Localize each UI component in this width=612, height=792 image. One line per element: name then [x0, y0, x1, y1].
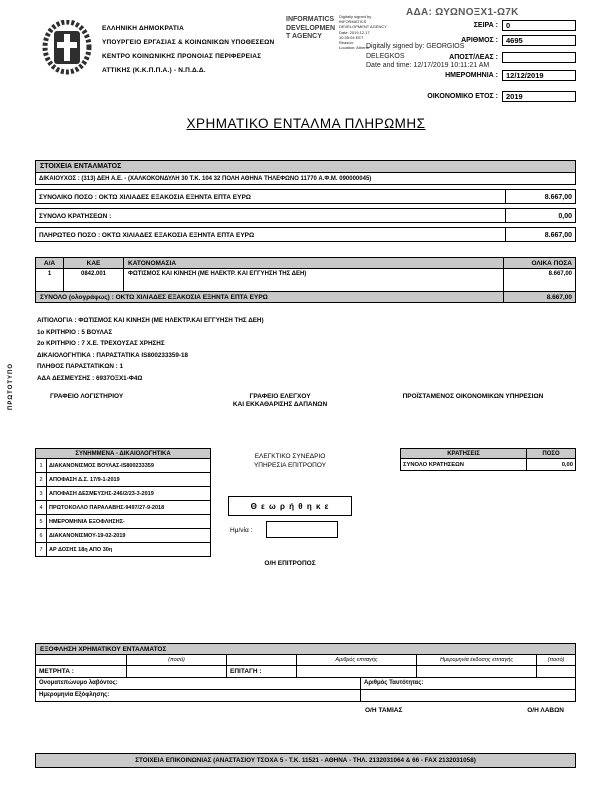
payment-date-label: Ημερομηνία Εξόφλησης:: [36, 690, 361, 701]
sig2-line3: Date and time: 12/17/2019 10:11:21 AM: [366, 62, 490, 69]
cheque-amount-caption: (ποσό): [536, 655, 575, 665]
warrant-details: [37, 315, 264, 384]
attachments-header: ΣΥΝΗΜΜΕΝΑ - ΔΙΚΑΙΟΛΟΓΗΤΙΚΑ: [35, 448, 211, 459]
fiscal-year-value-box: 2019: [502, 91, 576, 102]
justification-line: ΑΙΤΙΟΛΟΓΙΑ : ΦΩΤΙΣΜΟΣ ΚΑΙ ΚΙΝΗΣΗ (ΜΕ ΗΛΕΚΤΡ.ΚΑΙ ΕΓΓΥΗΣΗ ΤΗΣ ΔΕΗ): [37, 317, 264, 324]
payable-amount-label: ΠΛΗΡΩΤΕΟ ΠΟΣΟ : ΟΚΤΩ ΧΙΛΙΑΔΕΣ ΕΞΑΚΟΣΙΑ ΕΞΗΝΤΑ ΕΠΤΑ ΕΥΡΩ: [39, 232, 255, 239]
cheque-amount-cell: [536, 666, 575, 677]
supporting-docs-line: ΔΙΚΑΙΟΛΟΓΗΤΙΚΑ : ΠΑΡΑΣΤΑΤΙΚΑ ΙS800233359-18: [37, 351, 188, 359]
sig1-detail-line: 10:35:04 EET: [339, 34, 364, 40]
attachment-text: ΠΡΩΤΟΚΟΛΛΟ ΠΑΡΑΛΑΒΗΣ-9497/27-9-2018: [49, 505, 165, 511]
attachment-number: 7: [36, 543, 47, 556]
number-value-box: 4695: [502, 35, 576, 46]
ada-number: ΑΔΑ: ΩΥΩΝΟΞΧ1-Ω7Κ: [406, 7, 519, 18]
commitment-ada-line: ΑΔΑ ΔΕΣΜΕΥΣΗΣ : 6937ΟΞΧ1-Φ4Ω: [37, 374, 143, 382]
cheque-number-cell: [296, 666, 416, 677]
contact-info-bar: ΣΤΟΙΧΕΙΑ ΕΠΙΚΟΙΝΩΝΙΑΣ (ΑΝΑΣΤΑΣΙΟΥ ΤΣΟΧΑ 5 - Τ.Κ. 11521 - ΑΘΗΝΑ - ΤΗΛ. 2132031064 & 66 - FAX 2132031058): [35, 753, 576, 768]
cheque-date-cell: [416, 666, 536, 677]
audit-office-line2: ΚΑΙ ΕΚΚΑΘΑΡΙΣΗΣ ΔΑΠΑΝΩΝ: [232, 401, 328, 408]
commissioner-date-box: [266, 521, 338, 538]
attachment-number: 1: [36, 459, 47, 472]
sender-label: ΑΠΟΣΤ/ΛΕΑΣ :: [449, 54, 498, 61]
signatures-row: [35, 702, 576, 718]
ministry-name: ΥΠΟΥΡΓΕΙΟ ΕΡΓΑΣΙΑΣ & ΚΟΙΝΩΝΙΚΩΝ ΥΠΟΘΕΣΕΩΝ: [102, 39, 275, 46]
audit-office-line1: ΓΡΑΦΕΙΟ ΕΛΕΓΧΟΥ: [249, 393, 311, 400]
audit-office-label: [200, 393, 360, 409]
audit-court-title: [205, 452, 375, 470]
kae-row-name: ΦΩΤΙΣΜΟΣ ΚΑΙ ΚΙΝΗΣΗ (ΜΕ ΗΛΕΚΤΡ. ΚΑΙ ΕΓΓΥΗΣΗ ΤΗΣ ΔΕΗ): [128, 271, 307, 277]
settlement-header: ΕΞΟΦΛΗΣΗ ΧΡΗΜΑΤΙΚΟΥ ΕΝΤΑΛΜΑΤΟΣ: [35, 643, 576, 655]
sig2-line2: DELEGKOS: [366, 52, 405, 60]
accounting-office-label: ΓΡΑΦΕΙΟ ΛΟΓΙΣΤΗΡΙΟΥ: [50, 393, 124, 400]
series-label: ΣΕΙΡΑ :: [473, 22, 498, 29]
warrant-data-section: [35, 160, 576, 242]
total-deductions-row: [35, 208, 576, 223]
total-deductions-label: ΣΥΝΟΛΟ ΚΡΑΤΗΣΕΩΝ :: [39, 213, 112, 220]
signature-spacer: [35, 707, 365, 718]
attachment-text: ΑΠΟΦΑΣΗ Δ.Σ. 17/9-1-2019: [49, 477, 120, 483]
deductions-header: [400, 448, 576, 459]
state-name: ΕΛΛΗΝΙΚΗ ΔΗΜΟΚΡΑΤΙΑ: [102, 25, 184, 32]
kae-table-header: [35, 257, 576, 269]
cash-amount-cell: [126, 666, 226, 677]
cash-label: ΜΕΤΡΗΤΑ :: [39, 668, 74, 675]
caption-spacer: [226, 655, 296, 665]
attachment-text: ΑΡ ΔΟΣΗΣ 18η ΑΠΟ 30η: [49, 547, 113, 553]
cashier-signature-label: Ο/Η ΤΑΜΙΑΣ: [365, 707, 403, 714]
date-value-box: 12/12/2019: [502, 70, 576, 81]
attachment-row: [35, 486, 211, 501]
kae-row-aa: 1: [36, 269, 64, 291]
original-copy-stamp: ΠΡΩΤΟΤΥΠΟ: [8, 362, 14, 410]
attachment-row: [35, 514, 211, 529]
sig1-detail-line: Reason:: [339, 40, 354, 46]
sig1-detail-line: Digitally signed by: [339, 14, 372, 19]
attachment-number: 6: [36, 529, 47, 542]
settlement-section: [35, 643, 576, 718]
sig1-detail-line: INFORMATICS: [339, 19, 367, 25]
attachment-row: [35, 458, 211, 473]
cash-amount-caption: (ποσό): [126, 655, 226, 665]
payable-amount-value: 8.667,00: [505, 228, 575, 241]
warrant-section-header: ΣΤΟΙΧΕΙΑ ΕΝΤΑΛΜΑΤΟΣ: [35, 160, 576, 173]
attachment-number: 2: [36, 473, 47, 486]
number-label: ΑΡΙΘΜΟΣ :: [461, 37, 498, 44]
deductions-total-row: [400, 458, 576, 471]
criterion-2-line: 2ο ΚΡΙΤΗΡΙΟ : 7 Χ.Ε. ΤΡΕΧΟΥΣΑΣ ΧΡΗΣΗΣ: [37, 340, 165, 347]
sig1-detail-line: Location: Athens: [339, 45, 369, 51]
payment-date-empty-cell: [361, 690, 575, 701]
kae-header-kae: ΚΑΕ: [64, 258, 124, 268]
sig1-name-line3: T AGENCY: [286, 33, 322, 40]
recipient-signature-label: Ο/Η ΛΑΒΩΝ: [527, 707, 564, 714]
settlement-labels-row: [35, 665, 576, 678]
organization-type: ΑΤΤΙΚΗΣ (Κ.Κ.Π.Π.Α.) - Ν.Π.Δ.Δ.: [102, 67, 206, 74]
sig1-detail-line: Date: 2019.12.17: [339, 29, 370, 35]
attachment-text: ΔΙΑΚΑΝΟΝΙΣΜΟΥ-19-02-2019: [49, 533, 126, 539]
attachment-text: ΑΠΟΦΑΣΗ ΔΕΣΜΕΥΣΗΣ-246/2/23-3-2019: [49, 491, 154, 497]
deductions-header-label: ΚΡΑΤΗΣΕΙΣ: [401, 449, 527, 458]
audit-court-line1: ΕΛΕΓΚΤΙΚΟ ΣΥΝΕΔΡΙΟ: [254, 453, 326, 460]
issuing-authority-block: [102, 25, 302, 81]
attachment-text: ΔΙΑΚΑΝΟΝΙΣΜΟΣ ΒΟΥΛΑΣ-ΙS800233359: [49, 463, 154, 469]
settlement-captions-row: [35, 654, 576, 666]
kae-header-aa: Α/Α: [36, 258, 64, 268]
recipient-name-label: Ονοματεπώνυμο λαβόντος:: [36, 678, 361, 689]
sender-value-box: [502, 52, 576, 63]
deductions-header-amount: ΠΟΣΟ: [542, 451, 560, 457]
attachment-row: [35, 528, 211, 543]
commissioner-date-label: Ημ/νία :: [230, 527, 253, 534]
fiscal-year-label: ΟΙΚΟΝΟΜΙΚΟ ΕΤΟΣ :: [427, 93, 498, 100]
kae-row-total: 8.667,00: [503, 269, 575, 291]
recipient-identity-row: [35, 677, 576, 690]
criterion-1-line: 1ο ΚΡΙΤΗΡΙΟ : 5 ΒΟΥΛΑΣ: [37, 328, 113, 336]
date-label: ΗΜΕΡΟΜΗΝΙΑ :: [445, 72, 498, 79]
attachment-number: 5: [36, 515, 47, 528]
kae-table-footer: [35, 291, 576, 303]
total-amount-label: ΣΥΝΟΛΙΚΟ ΠΟΣΟ : ΟΚΤΩ ΧΙΛΙΑΔΕΣ ΕΞΑΚΟΣΙΑ ΕΞΗΝΤΑ ΕΠΤΑ ΕΥΡΩ: [39, 194, 252, 201]
kae-header-name: ΚΑΤΟΝΟΜΑΣΙΑ: [128, 260, 177, 267]
deductions-total-label: ΣΥΝΟΛΟ ΚΡΑΤΗΣΕΩΝ: [401, 459, 527, 470]
caption-spacer: [36, 655, 126, 665]
cheque-number-caption: Αριθμός επιταγής: [296, 655, 416, 665]
sig1-name-line1: INFORMATICS: [286, 16, 335, 23]
coat-of-arms-icon: [40, 20, 94, 82]
kae-table: [35, 257, 576, 303]
attachment-row: [35, 500, 211, 515]
attachments-table: [35, 448, 211, 557]
deductions-table: [400, 448, 576, 471]
attachment-row: [35, 542, 211, 557]
total-amount-row: [35, 189, 576, 204]
attachment-number: 3: [36, 487, 47, 500]
attachment-row: [35, 472, 211, 487]
docs-count-line: ΠΛΗΘΟΣ ΠΑΡΑΣΤΑΤΙΚΩΝ : 1: [37, 363, 124, 370]
payment-date-row: [35, 689, 576, 702]
kae-table-row: [35, 268, 576, 292]
digital-signature-agency-name: [286, 16, 335, 42]
finance-director-label: ΠΡΟΪΣΤΑΜΕΝΟΣ ΟΙΚΟΝΟΜΙΚΩΝ ΥΠΗΡΕΣΙΩΝ: [402, 393, 544, 400]
organization-name: ΚΕΝΤΡΟ ΚΟΙΝΩΝΙΚΗΣ ΠΡΟΝΟΙΑΣ ΠΕΡΙΦΕΡΕΙΑΣ: [102, 53, 262, 60]
kae-row-kae: 0842.001: [64, 269, 124, 291]
series-value-box: 0: [502, 20, 576, 31]
cheque-label: ΕΠΙΤΑΓΗ :: [226, 666, 296, 677]
audit-court-line2: ΥΠΗΡΕΣΙΑ ΕΠΙΤΡΟΠΟΥ: [253, 462, 327, 469]
total-deductions-value: 0,00: [505, 209, 575, 222]
sig1-name-line2: DEVELOPMEN: [286, 24, 336, 32]
kae-header-total: ΟΛΙΚΑ ΠΟΣΑ: [503, 258, 575, 268]
attachment-text: ΗΜΕΡΟΜΗΝΙΑ ΕΞΟΦΛΗΣΗΣ-: [49, 519, 125, 525]
attachment-number: 4: [36, 501, 47, 514]
kae-footer-total: 8.667,00: [503, 292, 575, 302]
kae-footer-label: ΣΥΝΟΛΟ (ολογράφως) : ΟΚΤΩ ΧΙΛΙΑΔΕΣ ΕΞΑΚΟΣΙΑ ΕΞΗΝΤΑ ΕΠΤΑ ΕΥΡΩ: [40, 294, 268, 301]
sig2-line1: Digitally signed by: GEORGIOS: [366, 43, 465, 50]
total-amount-value: 8.667,00: [505, 190, 575, 203]
digital-signature-signer: [366, 42, 489, 71]
id-number-label: Αριθμός Ταυτότητας:: [364, 680, 424, 686]
sig1-detail-line: DEVELOPMENT AGENCY: [339, 24, 387, 30]
commissioner-signature-label: Ο/Η ΕΠΙΤΡΟΠΟΣ: [264, 560, 316, 567]
beneficiary-row: ΔΙΚΑΙΟΥΧΟΣ : (313) ΔΕΗ Α.Ε. - (ΧΑΛΚΟΚΟΝΔΥΛΗ 30 Τ.Κ. 104 32 ΠΟΛΗ ΑΘΗΝΑ ΤΗΛΕΦΩΝΟ 11770 Α.Φ.Μ. 090000045): [35, 172, 576, 185]
document-title: ΧΡΗΜΑΤΙΚΟ ΕΝΤΑΛΜΑ ΠΛΗΡΩΜΗΣ: [186, 116, 426, 131]
approved-stamp-box: Θ ε ω ρ ή θ η κ ε: [228, 496, 352, 516]
payable-amount-row: [35, 227, 576, 242]
cheque-date-caption: Ημερομηνία έκδοσης επιταγής: [416, 655, 536, 665]
signature-spacer: [402, 707, 527, 718]
deductions-total-value: 0,00: [561, 462, 573, 468]
